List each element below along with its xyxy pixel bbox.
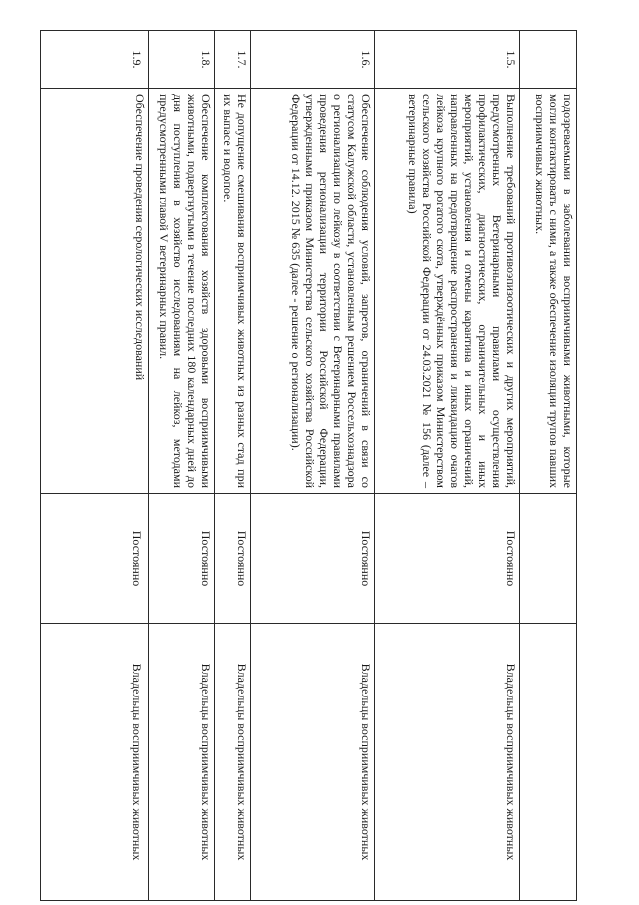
responsible-cell: Владельцы восприимчивых животных xyxy=(149,624,215,901)
term-cell: Постоянно xyxy=(251,494,375,624)
table-row xyxy=(215,31,251,901)
table-row xyxy=(375,31,520,901)
row-number xyxy=(520,31,577,89)
table-row xyxy=(149,31,215,901)
row-number: 1.9. xyxy=(41,31,149,89)
row-number: 1.8. xyxy=(149,31,215,89)
table-row xyxy=(251,31,375,901)
responsible-cell xyxy=(520,624,577,901)
table-row xyxy=(41,31,149,901)
row-number: 1.5. xyxy=(375,31,520,89)
measure-text: Не допущение смешивания восприимчивых животных из разных стад при их выпасе и водопое. xyxy=(215,89,251,494)
responsible-cell: Владельцы восприимчивых животных xyxy=(41,624,149,901)
responsible-cell: Владельцы восприимчивых животных xyxy=(251,624,375,901)
row-number: 1.7. xyxy=(215,31,251,89)
rotated-table-stage xyxy=(41,30,577,900)
table-row xyxy=(520,31,577,901)
responsible-cell: Владельцы восприимчивых животных xyxy=(375,624,520,901)
term-cell: Постоянно xyxy=(149,494,215,624)
row-number: 1.6. xyxy=(251,31,375,89)
measure-text: Обеспечение соблюдения условий, запретов, ограничений в связи со статусом Калужской области, установленным решением Россельхознадзора о регионализации по лейкозу в соответствии с Ветеринарными правилами проведения регионализации территории Российской Федерации, утвержденными приказом Министерства сельского хозяйства Российской Федерации от 14.12. 2015 № 635 (далее - решение о регионализации). xyxy=(251,89,375,494)
measure-text: подозреваемыми в заболевании восприимчивыми животными, которые могли контактировать с ними, а также обеспечение изоляции трупов павших восприимчивых животных. xyxy=(520,89,577,494)
term-cell: Постоянно xyxy=(41,494,149,624)
term-cell xyxy=(520,494,577,624)
measure-text: Обеспечение комплектования хозяйств здоровыми восприимчивыми животными, подвергнутыми в течение последних 180 календарных дней до дня поступления в хозяйство исследованиям на лейкоз, методами предусмотренными главой V ветеринарных правил. xyxy=(149,89,215,494)
term-cell: Постоянно xyxy=(375,494,520,624)
responsible-cell: Владельцы восприимчивых животных xyxy=(215,624,251,901)
measure-text: Обеспечение проведения серологических исследований xyxy=(41,89,149,494)
term-cell: Постоянно xyxy=(215,494,251,624)
measure-text: Выполнение требований противоэпизоотических и других мероприятий, предусмотренных Ветеринарными правилами осуществления профилактических, диагностических, ограничительных и иных мероприятий, установления и отмены карантина и иных ограничений, направленных на предотвращение распространения и ликвидацию очагов лейкоза крупного рогатого скота, утверждённых приказом Министерством сельского хозяйства Российской Федерации от 24.03.2021 № 156 (далее – ветеринарные правила) xyxy=(375,89,520,494)
measures-table xyxy=(40,30,577,901)
